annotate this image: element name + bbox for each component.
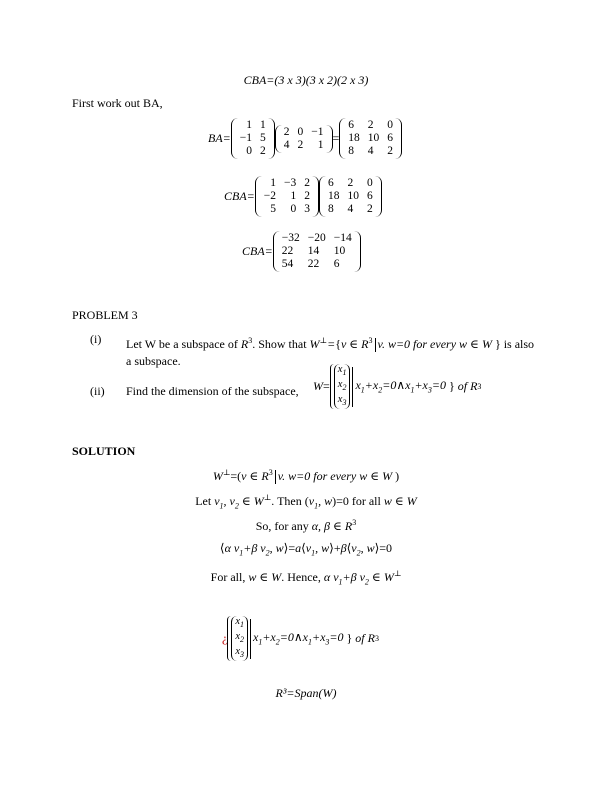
matrix-c-row: [260, 203, 314, 216]
first-work-text: First work out BA,: [72, 96, 163, 110]
matrix-ba-2-cell: 4: [347, 203, 354, 215]
matrix-b-cell: 4: [283, 138, 290, 151]
span-equation: R³=Span(W): [275, 686, 337, 700]
matrix-cba-cell: 22: [307, 258, 320, 270]
matrix-ba-2-row: [324, 177, 377, 190]
matrix-b-cell: 1: [317, 138, 324, 151]
matrix-ba-cell: 8: [348, 145, 355, 157]
matrix-cba-cell: 22: [281, 245, 294, 257]
matrix-cba-cell: 14: [307, 245, 320, 257]
matrix-c-cell: 0: [290, 203, 297, 215]
matrix-b-row: [280, 139, 328, 152]
matrix-ba-cell: 2: [367, 119, 374, 131]
matrix-ba-2-cell: 6: [328, 177, 334, 189]
matrix-c-cell: 5: [270, 203, 277, 215]
matrix-a-cell: 2: [260, 145, 266, 157]
matrix-cba-cell: −20: [307, 232, 326, 244]
matrix-ba-row: [344, 132, 397, 145]
matrix-a-row: [236, 145, 270, 158]
matrix-a-row: [236, 119, 270, 132]
matrix-ba-2: [319, 176, 382, 217]
solution-let-line: Let $v_1$, $v_2$ ∈ W⊥. Then ($v_1$, w)=0 for all w ∈ W: [195, 493, 417, 511]
matrix-ba-2-cell: 6: [367, 190, 373, 202]
matrix-ba-2-cell: 0: [367, 177, 373, 189]
cba-result-equation: [242, 231, 361, 272]
matrix-c-row: [260, 190, 314, 203]
matrix-cba-cell: −14: [333, 232, 352, 244]
matrix-ba-2-row: [324, 203, 377, 216]
matrix-b: [275, 125, 333, 153]
matrix-a-cell: 1: [246, 119, 253, 131]
matrix-c-cell: 1: [270, 177, 277, 189]
solution-heading: SOLUTION: [72, 444, 136, 458]
matrix-a: [231, 118, 275, 159]
matrix-a-row: [236, 132, 270, 145]
matrix-b-cell: 0: [297, 125, 304, 138]
solution-so-line: So, for any α, β ∈ $R^3$: [255, 518, 357, 533]
solution-hence-line: For all, w ∈ W. Hence, α $v_1+\beta$ $v_2$ ∈ W⊥: [210, 569, 402, 587]
matrix-c-row: [260, 177, 314, 190]
matrix-b-cell: 2: [297, 138, 304, 151]
matrix-cba-cell: 6: [333, 258, 340, 270]
matrix-cba-cell: 10: [333, 245, 346, 257]
matrix-cba-row: [278, 258, 356, 271]
matrix-ba-row: [344, 119, 397, 132]
matrix-ba-2-cell: 2: [347, 177, 354, 189]
ba-equation: BA= 1 1 −1 5 0 2 2 0 −1 4 2 1 = 6 2 0 18 10 6 8 4 2: [208, 118, 402, 159]
solution-linear-line: ⟨α $v_1+\beta$ $v_2$, $w⟩=a⟨v_1$, $w⟩+\beta⟨v_2$, w⟩=0: [219, 541, 393, 558]
matrix-c-cell: 2: [304, 190, 311, 202]
matrix-a-cell: 1: [260, 119, 266, 131]
matrix-ba-2-cell: 10: [347, 190, 360, 202]
item-ii-label: (ii): [90, 384, 105, 398]
matrix-c: [255, 176, 319, 217]
solution-w-set: ¿ $x_1$ $x_2$ $x_3$ $x_1+x_2=0\wedge x_1+x_3=0$ } of R 3: [222, 616, 379, 660]
matrix-ba-cell: 10: [367, 132, 380, 144]
cba-label: CBA=: [224, 189, 255, 203]
item-i-label: (i): [90, 332, 102, 346]
matrix-ba-2-cell: 8: [328, 203, 334, 215]
matrix-c-cell: −3: [284, 177, 297, 189]
matrix-ba-cell: 6: [348, 119, 355, 131]
item-ii-text: Find the dimension of the subspace,: [126, 384, 299, 398]
matrix-cba-row: [278, 232, 356, 245]
cba-equation: [224, 176, 382, 217]
matrix-ba-row: [344, 145, 397, 158]
matrix-b-cell: 2: [283, 125, 290, 138]
matrix-ba-cell: 0: [387, 119, 394, 131]
matrix-ba-cell: 6: [387, 132, 394, 144]
matrix-ba: [339, 118, 402, 159]
ba-label: BA=: [208, 131, 231, 145]
matrix-cba-row: [278, 245, 356, 258]
matrix-ba-2-cell: 2: [367, 203, 373, 215]
matrix-c-cell: 1: [290, 190, 297, 202]
matrix-ba-cell: 18: [348, 132, 360, 144]
cba-label-2: CBA=: [242, 244, 273, 258]
matrix-c-cell: −2: [263, 190, 277, 202]
matrix-b-row: [280, 126, 328, 139]
matrix-b-cell: −1: [311, 125, 324, 138]
matrix-a-cell: 0: [246, 145, 253, 157]
cba-dimensions: CBA=(3 x 3)(3 x 2)(2 x 3): [243, 73, 369, 87]
item-i-text: Let W be a subspace of $R^3$. Show that W⊥={v ∈ $R^3$ v. w=0 for every w ∈ W } is also a subspace.: [126, 336, 535, 368]
matrix-cba-cell: 54: [281, 258, 294, 270]
matrix-a-cell: 5: [260, 132, 266, 144]
subspace-w-definition: W = $x_1$ $x_2$ $x_3$ $x_1+x_2=0\wedge x_1+x_3=0$ } of R 3: [313, 364, 482, 408]
matrix-cba-cell: −32: [281, 232, 300, 244]
matrix-ba-cell: 4: [367, 145, 374, 157]
matrix-c-cell: 3: [304, 203, 311, 215]
matrix-a-cell: −1: [239, 132, 253, 144]
stray-char: ¿: [222, 631, 228, 646]
matrix-cba: [273, 231, 361, 272]
matrix-ba-2-row: [324, 190, 377, 203]
matrix-ba-cell: 2: [387, 145, 394, 157]
w-perp-definition: W⊥=(v ∈ $R^3$ v. w=0 for every w ∈ W ): [212, 468, 400, 483]
problem-heading: PROBLEM 3: [72, 308, 138, 322]
matrix-ba-2-cell: 18: [328, 190, 340, 202]
matrix-c-cell: 2: [304, 177, 311, 189]
